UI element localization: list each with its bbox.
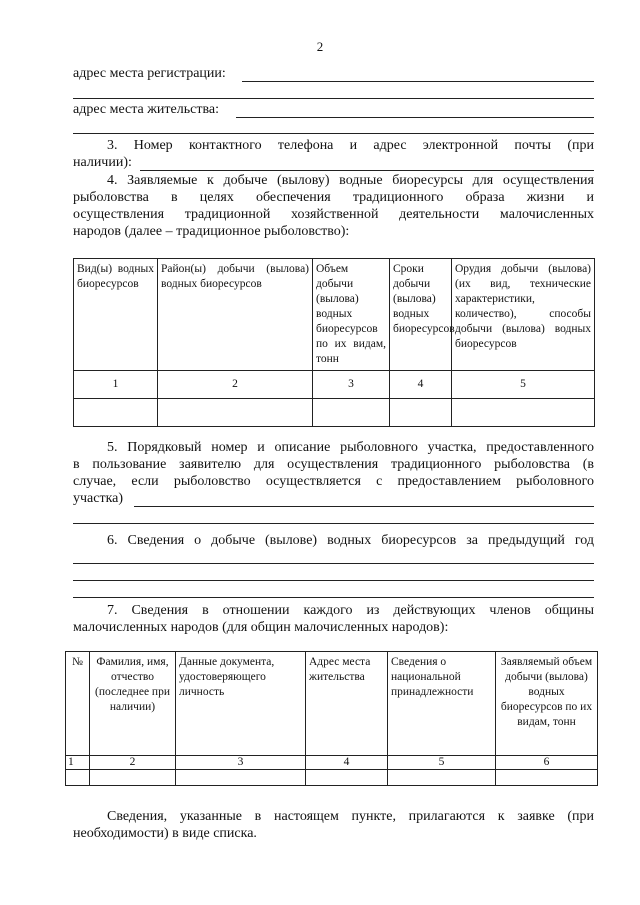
final-note-line2: необходимости) в виде списка.: [73, 826, 257, 841]
section5-line3: случае, если рыболовство осуществляется с предоставлением рыболовного: [73, 474, 594, 489]
residence-address-field[interactable]: [236, 117, 594, 118]
contact-info-field[interactable]: [140, 170, 594, 171]
empty-cell[interactable]: [158, 399, 313, 427]
section5-line4: участка): [73, 491, 124, 506]
final-note-line1: Сведения, указанные в настоящем пункте, прилагаются к заявке (при: [107, 809, 594, 824]
number-cell: 1: [66, 756, 90, 770]
number-cell: 2: [158, 371, 313, 399]
section3-line2: наличии):: [73, 155, 132, 170]
header-gear: Орудия добычи (вылова) (их вид, технические характеристики, количество), способы добычи (вылова) водных биоресурсов: [452, 259, 595, 371]
section4-line4: народов (далее – традиционное рыболовство):: [73, 224, 350, 239]
residence-address-label: адрес места жительства:: [73, 102, 219, 117]
section5-line1: 5. Порядковый номер и описание рыболовного участка, предоставленного: [107, 440, 594, 455]
previous-year-field-line1[interactable]: [73, 563, 594, 564]
table-header-row: [66, 652, 598, 756]
table-number-row: [66, 756, 598, 770]
empty-cell[interactable]: [306, 770, 388, 786]
header-species: Вид(ы) водных биоресурсов: [74, 259, 158, 371]
number-cell: 1: [74, 371, 158, 399]
registration-address-field-line2[interactable]: [73, 98, 594, 99]
empty-cell[interactable]: [74, 399, 158, 427]
empty-cell[interactable]: [390, 399, 452, 427]
number-cell: 4: [306, 756, 388, 770]
number-cell: 4: [390, 371, 452, 399]
community-members-table: [65, 651, 598, 786]
header-id-document: Данные документа, удостоверяющего личность: [176, 652, 306, 756]
previous-year-field-line2[interactable]: [73, 580, 594, 581]
fishing-area-field[interactable]: [134, 506, 594, 507]
section4-line2: рыболовства в целях обеспечения традиционного образа жизни и: [73, 190, 594, 205]
header-full-name: Фамилия, имя, отчество (последнее при наличии): [90, 652, 176, 756]
table-row: [66, 770, 598, 786]
header-residence: Адрес места жительства: [306, 652, 388, 756]
table-header-row: [74, 259, 595, 371]
empty-cell[interactable]: [388, 770, 496, 786]
page-number: 2: [316, 39, 324, 54]
registration-address-label: адрес места регистрации:: [73, 66, 226, 81]
section3-line1: 3. Номер контактного телефона и адрес электронной почты (при: [107, 138, 594, 153]
table-number-row: [74, 371, 595, 399]
number-cell: 2: [90, 756, 176, 770]
number-cell: 5: [452, 371, 595, 399]
header-volume: Объем добычи (вылова) водных биоресурсов по их видам, тонн: [313, 259, 390, 371]
header-number: №: [66, 652, 90, 756]
empty-cell[interactable]: [66, 770, 90, 786]
header-nationality: Сведения о национальной принадлежности: [388, 652, 496, 756]
number-cell: 3: [313, 371, 390, 399]
section7-line2: малочисленных народов (для общин малочисленных народов):: [73, 620, 449, 635]
empty-cell[interactable]: [452, 399, 595, 427]
number-cell: 6: [496, 756, 598, 770]
empty-cell[interactable]: [313, 399, 390, 427]
section6-line1: 6. Сведения о добыче (вылове) водных биоресурсов за предыдущий год: [107, 533, 594, 548]
header-claimed-volume: Заявляемый объем добычи (вылова) водных биоресурсов по их видам, тонн: [496, 652, 598, 756]
fishing-area-field-line2[interactable]: [73, 523, 594, 524]
bioresources-table: [73, 258, 595, 427]
empty-cell[interactable]: [496, 770, 598, 786]
section5-line2: в пользование заявителю для осуществления традиционного рыболовства (в: [73, 457, 594, 472]
residence-address-field-line2[interactable]: [73, 133, 594, 134]
section4-line3: осуществления традиционной хозяйственной деятельности малочисленных: [73, 207, 594, 222]
previous-year-field-line3[interactable]: [73, 597, 594, 598]
number-cell: 3: [176, 756, 306, 770]
empty-cell[interactable]: [90, 770, 176, 786]
header-terms: Сроки добычи (вылова) водных биоресурсов: [390, 259, 452, 371]
registration-address-field[interactable]: [242, 81, 594, 82]
empty-cell[interactable]: [176, 770, 306, 786]
section7-line1: 7. Сведения в отношении каждого из действующих членов общины: [107, 603, 594, 618]
section4-line1: 4. Заявляемые к добыче (вылову) водные биоресурсы для осуществления: [107, 173, 594, 188]
table-row: [74, 399, 595, 427]
number-cell: 5: [388, 756, 496, 770]
header-area: Район(ы) добычи (вылова) водных биоресурсов: [158, 259, 313, 371]
